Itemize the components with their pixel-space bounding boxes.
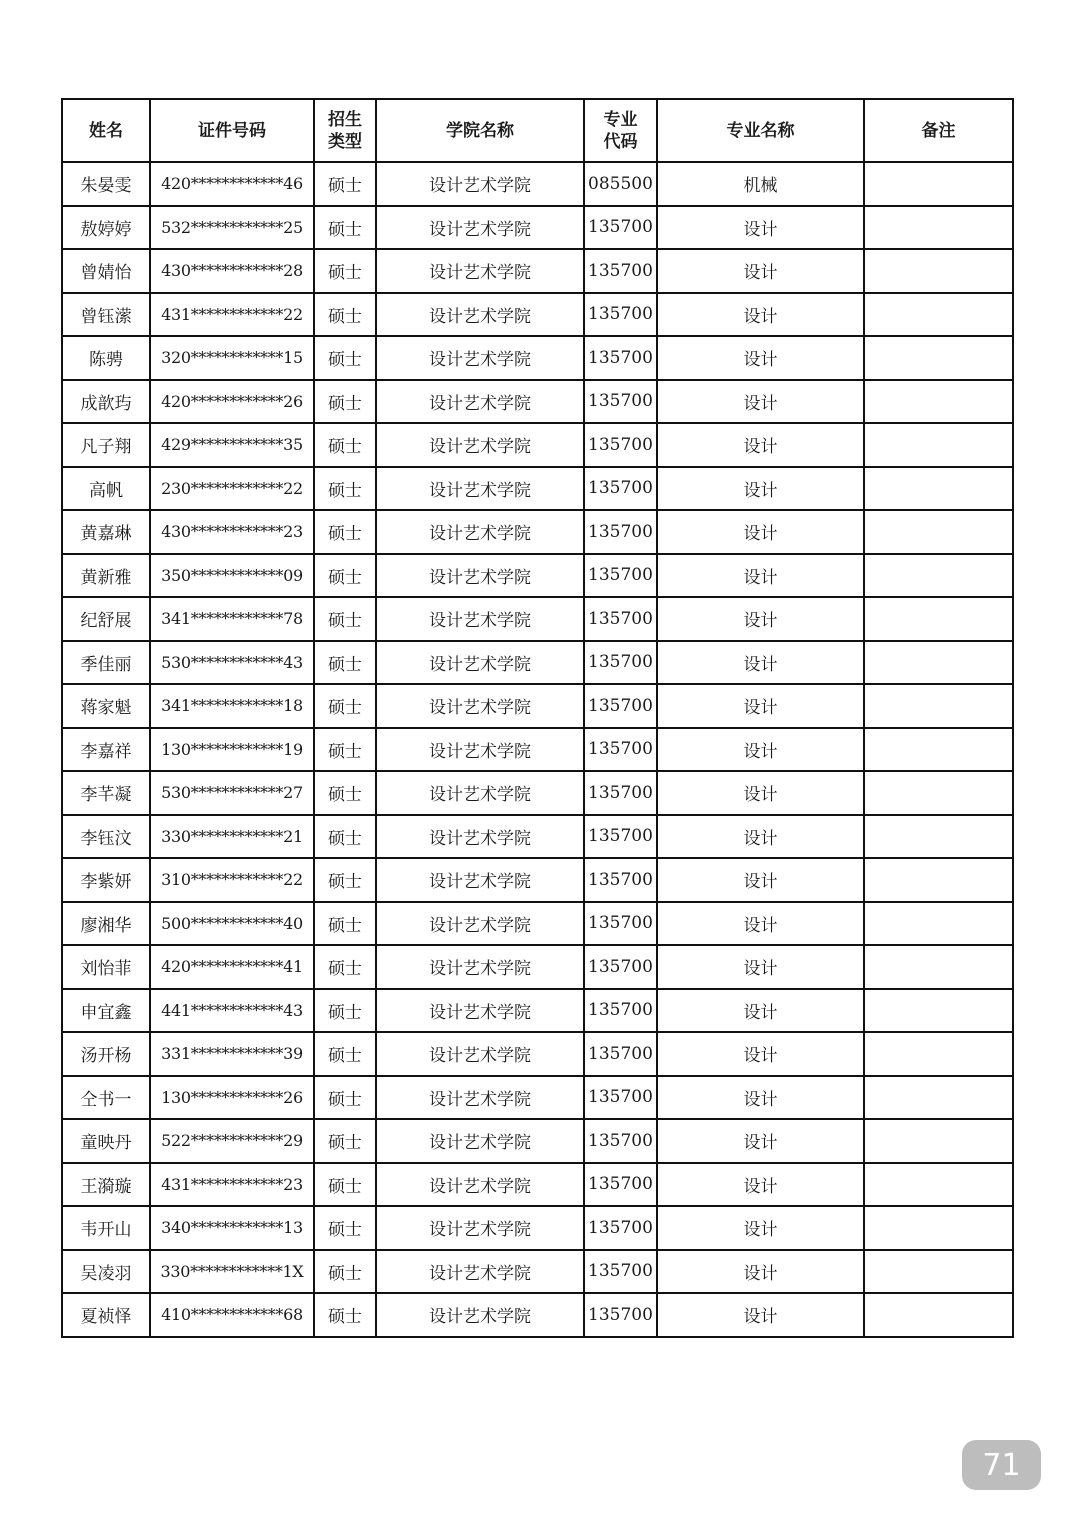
cell-remark	[864, 815, 1013, 859]
cell-name: 李芊凝	[62, 771, 150, 815]
cell-admission-type: 硕士	[314, 902, 376, 946]
cell-admission-type: 硕士	[314, 293, 376, 337]
table-row	[62, 510, 1013, 554]
cell-major-name: 设计	[657, 1293, 864, 1337]
cell-major-name: 设计	[657, 1119, 864, 1163]
cell-id-number: 230************22	[150, 467, 314, 511]
cell-college: 设计艺术学院	[376, 1076, 584, 1120]
cell-remark	[864, 554, 1013, 598]
cell-remark	[864, 597, 1013, 641]
cell-admission-type: 硕士	[314, 1076, 376, 1120]
cell-id-number: 429************35	[150, 423, 314, 467]
cell-remark	[864, 902, 1013, 946]
cell-college: 设计艺术学院	[376, 293, 584, 337]
cell-admission-type: 硕士	[314, 206, 376, 250]
cell-major-name: 设计	[657, 293, 864, 337]
table-row	[62, 1250, 1013, 1294]
cell-id-number: 430************23	[150, 510, 314, 554]
cell-college: 设计艺术学院	[376, 684, 584, 728]
cell-college: 设计艺术学院	[376, 1032, 584, 1076]
cell-major-code: 135700	[584, 684, 657, 728]
cell-id-number: 341************18	[150, 684, 314, 728]
cell-major-code: 135700	[584, 1206, 657, 1250]
cell-admission-type: 硕士	[314, 728, 376, 772]
cell-name: 黄新雅	[62, 554, 150, 598]
cell-name: 蒋家魁	[62, 684, 150, 728]
cell-remark	[864, 641, 1013, 685]
cell-major-name: 设计	[657, 467, 864, 511]
cell-major-code: 135700	[584, 1076, 657, 1120]
cell-major-name: 设计	[657, 945, 864, 989]
cell-remark	[864, 162, 1013, 206]
cell-name: 廖湘华	[62, 902, 150, 946]
cell-remark	[864, 728, 1013, 772]
cell-name: 仝书一	[62, 1076, 150, 1120]
table-row	[62, 597, 1013, 641]
cell-major-name: 设计	[657, 380, 864, 424]
cell-remark	[864, 1293, 1013, 1337]
header-major-name: 专业名称	[657, 99, 864, 162]
cell-name: 刘怡菲	[62, 945, 150, 989]
cell-major-name: 设计	[657, 989, 864, 1033]
table-row	[62, 641, 1013, 685]
cell-major-name: 设计	[657, 423, 864, 467]
table-row	[62, 1076, 1013, 1120]
cell-major-code: 135700	[584, 1032, 657, 1076]
cell-id-number: 532************25	[150, 206, 314, 250]
cell-major-name: 设计	[657, 249, 864, 293]
cell-id-number: 420************46	[150, 162, 314, 206]
cell-remark	[864, 1206, 1013, 1250]
cell-major-code: 135700	[584, 641, 657, 685]
table-row	[62, 206, 1013, 250]
cell-college: 设计艺术学院	[376, 902, 584, 946]
cell-admission-type: 硕士	[314, 858, 376, 902]
cell-major-code: 135700	[584, 902, 657, 946]
cell-remark	[864, 945, 1013, 989]
cell-major-code: 135700	[584, 771, 657, 815]
table-row	[62, 858, 1013, 902]
cell-name: 成歆玙	[62, 380, 150, 424]
header-admission-type-line2: 类型	[328, 131, 362, 152]
header-id-number: 证件号码	[150, 99, 314, 162]
cell-major-code: 135700	[584, 1163, 657, 1207]
cell-college: 设计艺术学院	[376, 858, 584, 902]
cell-major-code: 135700	[584, 467, 657, 511]
cell-admission-type: 硕士	[314, 989, 376, 1033]
cell-college: 设计艺术学院	[376, 597, 584, 641]
table-row	[62, 423, 1013, 467]
header-admission-type	[314, 99, 376, 162]
cell-college: 设计艺术学院	[376, 510, 584, 554]
cell-college: 设计艺术学院	[376, 467, 584, 511]
cell-admission-type: 硕士	[314, 380, 376, 424]
cell-college: 设计艺术学院	[376, 945, 584, 989]
cell-college: 设计艺术学院	[376, 1206, 584, 1250]
cell-college: 设计艺术学院	[376, 1163, 584, 1207]
cell-name: 季佳丽	[62, 641, 150, 685]
cell-remark	[864, 249, 1013, 293]
table-row	[62, 336, 1013, 380]
cell-college: 设计艺术学院	[376, 206, 584, 250]
cell-id-number: 130************19	[150, 728, 314, 772]
cell-admission-type: 硕士	[314, 510, 376, 554]
cell-admission-type: 硕士	[314, 1250, 376, 1294]
table-row	[62, 945, 1013, 989]
cell-admission-type: 硕士	[314, 336, 376, 380]
cell-id-number: 340************13	[150, 1206, 314, 1250]
cell-id-number: 431************22	[150, 293, 314, 337]
cell-major-code: 135700	[584, 206, 657, 250]
cell-admission-type: 硕士	[314, 815, 376, 859]
cell-id-number: 430************28	[150, 249, 314, 293]
cell-major-name: 设计	[657, 510, 864, 554]
cell-name: 申宜鑫	[62, 989, 150, 1033]
cell-major-code: 135700	[584, 815, 657, 859]
cell-admission-type: 硕士	[314, 771, 376, 815]
table-header-row	[62, 99, 1013, 162]
cell-remark	[864, 1032, 1013, 1076]
cell-id-number: 320************15	[150, 336, 314, 380]
cell-college: 设计艺术学院	[376, 771, 584, 815]
cell-major-code: 085500	[584, 162, 657, 206]
cell-id-number: 341************78	[150, 597, 314, 641]
table-row	[62, 380, 1013, 424]
table-row	[62, 1293, 1013, 1337]
cell-remark	[864, 771, 1013, 815]
cell-major-code: 135700	[584, 597, 657, 641]
cell-major-code: 135700	[584, 380, 657, 424]
cell-admission-type: 硕士	[314, 597, 376, 641]
cell-college: 设计艺术学院	[376, 1293, 584, 1337]
table-row	[62, 293, 1013, 337]
cell-name: 童映丹	[62, 1119, 150, 1163]
cell-id-number: 331************39	[150, 1032, 314, 1076]
cell-name: 敖婷婷	[62, 206, 150, 250]
cell-name: 王漪璇	[62, 1163, 150, 1207]
cell-remark	[864, 423, 1013, 467]
cell-major-name: 设计	[657, 641, 864, 685]
cell-remark	[864, 989, 1013, 1033]
cell-admission-type: 硕士	[314, 554, 376, 598]
header-name: 姓名	[62, 99, 150, 162]
cell-name: 夏祯怿	[62, 1293, 150, 1337]
table-row	[62, 467, 1013, 511]
table-row	[62, 554, 1013, 598]
cell-remark	[864, 858, 1013, 902]
cell-major-code: 135700	[584, 423, 657, 467]
cell-name: 曾婧怡	[62, 249, 150, 293]
cell-remark	[864, 1250, 1013, 1294]
cell-major-code: 135700	[584, 945, 657, 989]
table-row	[62, 1206, 1013, 1250]
cell-admission-type: 硕士	[314, 162, 376, 206]
cell-major-name: 设计	[657, 902, 864, 946]
table-row	[62, 1119, 1013, 1163]
header-remark: 备注	[864, 99, 1013, 162]
table-row	[62, 815, 1013, 859]
cell-name: 李紫妍	[62, 858, 150, 902]
cell-remark	[864, 206, 1013, 250]
cell-college: 设计艺术学院	[376, 336, 584, 380]
table-row	[62, 249, 1013, 293]
cell-admission-type: 硕士	[314, 945, 376, 989]
cell-remark	[864, 684, 1013, 728]
cell-college: 设计艺术学院	[376, 989, 584, 1033]
cell-admission-type: 硕士	[314, 423, 376, 467]
cell-id-number: 431************23	[150, 1163, 314, 1207]
cell-remark	[864, 1163, 1013, 1207]
cell-name: 凡子翔	[62, 423, 150, 467]
cell-college: 设计艺术学院	[376, 641, 584, 685]
table-row	[62, 1032, 1013, 1076]
cell-major-code: 135700	[584, 249, 657, 293]
page-number-badge: 71	[962, 1440, 1041, 1490]
cell-remark	[864, 336, 1013, 380]
cell-admission-type: 硕士	[314, 1206, 376, 1250]
cell-major-name: 设计	[657, 206, 864, 250]
header-major-code-line1: 专业	[603, 109, 638, 130]
cell-admission-type: 硕士	[314, 684, 376, 728]
cell-major-code: 135700	[584, 554, 657, 598]
admission-list-table	[61, 98, 1014, 1338]
cell-college: 设计艺术学院	[376, 162, 584, 206]
cell-college: 设计艺术学院	[376, 554, 584, 598]
cell-major-name: 设计	[657, 1032, 864, 1076]
cell-name: 纪舒展	[62, 597, 150, 641]
cell-name: 曾钰潆	[62, 293, 150, 337]
cell-id-number: 130************26	[150, 1076, 314, 1120]
cell-id-number: 420************41	[150, 945, 314, 989]
cell-major-name: 设计	[657, 554, 864, 598]
cell-remark	[864, 293, 1013, 337]
cell-name: 汤开杨	[62, 1032, 150, 1076]
table-row	[62, 771, 1013, 815]
cell-admission-type: 硕士	[314, 1163, 376, 1207]
cell-college: 设计艺术学院	[376, 1250, 584, 1294]
cell-name: 朱晏雯	[62, 162, 150, 206]
cell-admission-type: 硕士	[314, 1293, 376, 1337]
table-row	[62, 162, 1013, 206]
cell-major-name: 设计	[657, 1206, 864, 1250]
table-row	[62, 1163, 1013, 1207]
cell-major-code: 135700	[584, 728, 657, 772]
cell-remark	[864, 510, 1013, 554]
cell-major-code: 135700	[584, 1250, 657, 1294]
table-row	[62, 989, 1013, 1033]
cell-college: 设计艺术学院	[376, 1119, 584, 1163]
cell-admission-type: 硕士	[314, 467, 376, 511]
cell-major-code: 135700	[584, 858, 657, 902]
cell-college: 设计艺术学院	[376, 249, 584, 293]
cell-major-code: 135700	[584, 1293, 657, 1337]
cell-major-name: 设计	[657, 1076, 864, 1120]
cell-major-name: 设计	[657, 1250, 864, 1294]
header-major-code	[584, 99, 657, 162]
cell-id-number: 500************40	[150, 902, 314, 946]
cell-admission-type: 硕士	[314, 641, 376, 685]
cell-id-number: 350************09	[150, 554, 314, 598]
cell-college: 设计艺术学院	[376, 380, 584, 424]
table-row	[62, 684, 1013, 728]
cell-remark	[864, 380, 1013, 424]
cell-name: 吴凌羽	[62, 1250, 150, 1294]
cell-major-name: 机械	[657, 162, 864, 206]
cell-major-code: 135700	[584, 1119, 657, 1163]
cell-major-name: 设计	[657, 771, 864, 815]
cell-remark	[864, 1119, 1013, 1163]
cell-name: 李嘉祥	[62, 728, 150, 772]
cell-major-name: 设计	[657, 728, 864, 772]
cell-id-number: 420************26	[150, 380, 314, 424]
cell-name: 韦开山	[62, 1206, 150, 1250]
table-row	[62, 728, 1013, 772]
cell-remark	[864, 1076, 1013, 1120]
cell-id-number: 330************1X	[150, 1250, 314, 1294]
cell-id-number: 530************43	[150, 641, 314, 685]
cell-major-name: 设计	[657, 815, 864, 859]
cell-id-number: 530************27	[150, 771, 314, 815]
header-major-code-line2: 代码	[603, 131, 638, 152]
table-row	[62, 902, 1013, 946]
cell-remark	[864, 467, 1013, 511]
cell-college: 设计艺术学院	[376, 815, 584, 859]
cell-name: 李钰汶	[62, 815, 150, 859]
cell-admission-type: 硕士	[314, 1032, 376, 1076]
cell-major-name: 设计	[657, 336, 864, 380]
cell-major-name: 设计	[657, 858, 864, 902]
cell-college: 设计艺术学院	[376, 423, 584, 467]
cell-major-code: 135700	[584, 989, 657, 1033]
cell-major-name: 设计	[657, 1163, 864, 1207]
cell-admission-type: 硕士	[314, 1119, 376, 1163]
header-admission-type-line1: 招生	[328, 109, 362, 130]
cell-major-code: 135700	[584, 510, 657, 554]
header-college: 学院名称	[376, 99, 584, 162]
cell-id-number: 522************29	[150, 1119, 314, 1163]
cell-id-number: 441************43	[150, 989, 314, 1033]
cell-id-number: 310************22	[150, 858, 314, 902]
cell-admission-type: 硕士	[314, 249, 376, 293]
cell-id-number: 410************68	[150, 1293, 314, 1337]
cell-college: 设计艺术学院	[376, 728, 584, 772]
cell-major-code: 135700	[584, 336, 657, 380]
cell-name: 陈骋	[62, 336, 150, 380]
cell-major-code: 135700	[584, 293, 657, 337]
cell-name: 高帆	[62, 467, 150, 511]
cell-name: 黄嘉琳	[62, 510, 150, 554]
cell-major-name: 设计	[657, 684, 864, 728]
cell-major-name: 设计	[657, 597, 864, 641]
cell-id-number: 330************21	[150, 815, 314, 859]
